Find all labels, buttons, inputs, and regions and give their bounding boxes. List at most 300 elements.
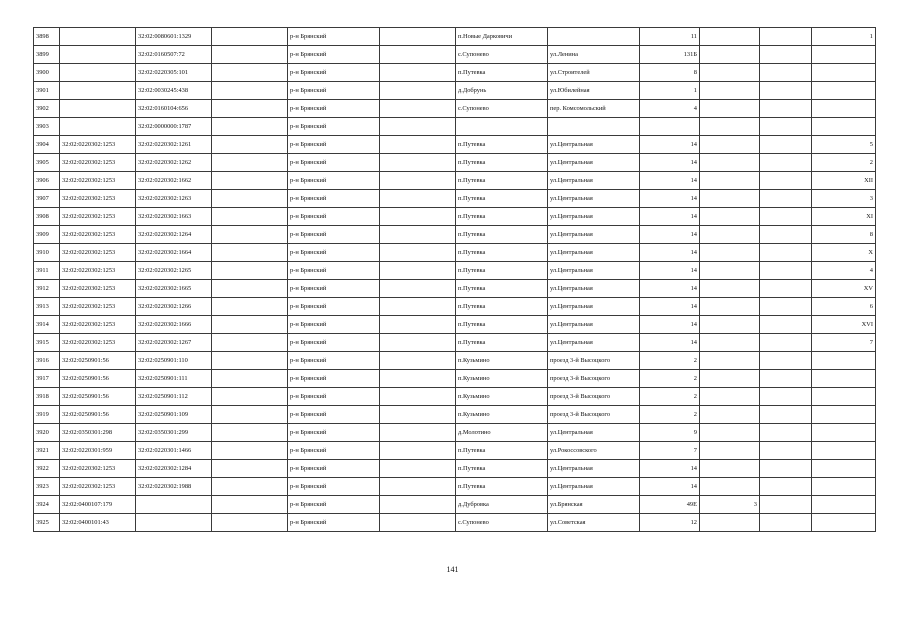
page-number: 141 <box>446 565 459 574</box>
locality-cell: п.Кузьмино <box>456 352 548 370</box>
district-cell: р-н Брянский <box>288 82 380 100</box>
district-cell: р-н Брянский <box>288 262 380 280</box>
house-number-cell: 49Е <box>640 496 700 514</box>
cadastral-number-cell: 32:02:0250901:110 <box>136 352 212 370</box>
locality-cell: п.Кузьмино <box>456 388 548 406</box>
room-number-cell <box>812 100 876 118</box>
row-number-cell: 3905 <box>34 154 60 172</box>
district-cell: р-н Брянский <box>288 352 380 370</box>
parent-cadastral-number-cell: 32:02:0220302:1253 <box>60 190 136 208</box>
empty-cell <box>760 64 812 82</box>
house-number-cell: 14 <box>640 136 700 154</box>
empty-cell <box>760 208 812 226</box>
house-number-cell: 11 <box>640 28 700 46</box>
building-cell <box>700 280 760 298</box>
district-cell: р-н Брянский <box>288 514 380 532</box>
house-number-cell: 14 <box>640 208 700 226</box>
building-cell <box>700 370 760 388</box>
district-cell: р-н Брянский <box>288 406 380 424</box>
empty-cell <box>212 280 288 298</box>
table-row <box>34 496 876 514</box>
street-cell: ул.Советская <box>548 514 640 532</box>
parent-cadastral-number-cell: 32:02:0220302:1253 <box>60 334 136 352</box>
empty-cell <box>760 406 812 424</box>
house-number-cell: 14 <box>640 316 700 334</box>
empty-cell <box>760 46 812 64</box>
empty-cell <box>760 298 812 316</box>
empty-cell <box>212 172 288 190</box>
cadastral-number-cell: 32:02:0220302:1264 <box>136 226 212 244</box>
empty-cell <box>760 370 812 388</box>
room-number-cell <box>812 442 876 460</box>
room-number-cell: XI <box>812 208 876 226</box>
district-cell: р-н Брянский <box>288 136 380 154</box>
table-row <box>34 460 876 478</box>
table-row <box>34 280 876 298</box>
district-cell: р-н Брянский <box>288 280 380 298</box>
empty-cell <box>760 442 812 460</box>
empty-cell <box>380 118 456 136</box>
row-number-cell: 3909 <box>34 226 60 244</box>
building-cell <box>700 244 760 262</box>
empty-cell <box>380 280 456 298</box>
house-number-cell: 14 <box>640 172 700 190</box>
parent-cadastral-number-cell: 32:02:0250901:56 <box>60 388 136 406</box>
empty-cell <box>212 352 288 370</box>
locality-cell: п.Путевка <box>456 172 548 190</box>
table-row <box>34 82 876 100</box>
empty-cell <box>380 136 456 154</box>
building-cell <box>700 28 760 46</box>
parent-cadastral-number-cell: 32:02:0220302:1253 <box>60 226 136 244</box>
room-number-cell <box>812 478 876 496</box>
empty-cell <box>212 208 288 226</box>
street-cell: ул.Центральная <box>548 478 640 496</box>
parent-cadastral-number-cell: 32:02:0220302:1253 <box>60 460 136 478</box>
locality-cell: п.Путевка <box>456 262 548 280</box>
house-number-cell: 2 <box>640 352 700 370</box>
building-cell <box>700 190 760 208</box>
row-number-cell: 3916 <box>34 352 60 370</box>
room-number-cell <box>812 460 876 478</box>
table-row <box>34 316 876 334</box>
parent-cadastral-number-cell <box>60 46 136 64</box>
empty-cell <box>380 496 456 514</box>
parent-cadastral-number-cell <box>60 100 136 118</box>
street-cell: ул.Центральная <box>548 172 640 190</box>
locality-cell: п.Путевка <box>456 190 548 208</box>
parent-cadastral-number-cell: 32:02:0350301:298 <box>60 424 136 442</box>
district-cell: р-н Брянский <box>288 316 380 334</box>
room-number-cell <box>812 370 876 388</box>
row-number-cell: 3914 <box>34 316 60 334</box>
empty-cell <box>212 190 288 208</box>
table-row <box>34 370 876 388</box>
house-number-cell: 14 <box>640 478 700 496</box>
cadastral-number-cell: 32:02:0220302:1663 <box>136 208 212 226</box>
building-cell <box>700 478 760 496</box>
house-number-cell: 14 <box>640 280 700 298</box>
room-number-cell <box>812 64 876 82</box>
street-cell: ул.Центральная <box>548 334 640 352</box>
row-number-cell: 3925 <box>34 514 60 532</box>
room-number-cell <box>812 514 876 532</box>
parent-cadastral-number-cell: 32:02:0250901:56 <box>60 406 136 424</box>
empty-cell <box>212 262 288 280</box>
table-row <box>34 64 876 82</box>
street-cell: проезд 3-й Высоцкого <box>548 352 640 370</box>
empty-cell <box>212 460 288 478</box>
empty-cell <box>212 478 288 496</box>
building-cell <box>700 406 760 424</box>
cadastral-number-cell <box>136 496 212 514</box>
row-number-cell: 3903 <box>34 118 60 136</box>
room-number-cell: 1 <box>812 28 876 46</box>
empty-cell <box>380 262 456 280</box>
cadastral-number-cell: 32:02:0000000:1787 <box>136 118 212 136</box>
empty-cell <box>212 154 288 172</box>
cadastral-number-cell: 32:02:0220302:1261 <box>136 136 212 154</box>
street-cell: пер. Комсомольский <box>548 100 640 118</box>
parent-cadastral-number-cell: 32:02:0250901:56 <box>60 370 136 388</box>
table-row <box>34 388 876 406</box>
district-cell: р-н Брянский <box>288 496 380 514</box>
cadastral-number-cell: 32:02:0220302:1665 <box>136 280 212 298</box>
empty-cell <box>212 82 288 100</box>
street-cell: ул.Строителей <box>548 64 640 82</box>
locality-cell: п.Путевка <box>456 478 548 496</box>
locality-cell: п.Путевка <box>456 226 548 244</box>
street-cell: ул.Центральная <box>548 154 640 172</box>
empty-cell <box>212 514 288 532</box>
building-cell <box>700 334 760 352</box>
row-number-cell: 3912 <box>34 280 60 298</box>
parent-cadastral-number-cell: 32:02:0220302:1253 <box>60 154 136 172</box>
cadastral-number-cell: 32:02:0220302:1662 <box>136 172 212 190</box>
district-cell: р-н Брянский <box>288 244 380 262</box>
table-row <box>34 226 876 244</box>
district-cell: р-н Брянский <box>288 460 380 478</box>
empty-cell <box>380 208 456 226</box>
cadastral-number-cell: 32:02:0220301:1466 <box>136 442 212 460</box>
district-cell: р-н Брянский <box>288 28 380 46</box>
row-number-cell: 3902 <box>34 100 60 118</box>
empty-cell <box>380 190 456 208</box>
table-row <box>34 208 876 226</box>
room-number-cell: 5 <box>812 136 876 154</box>
empty-cell <box>760 154 812 172</box>
room-number-cell: 8 <box>812 226 876 244</box>
room-number-cell: X <box>812 244 876 262</box>
table-row <box>34 46 876 64</box>
building-cell <box>700 388 760 406</box>
locality-cell: п.Путевка <box>456 136 548 154</box>
locality-cell: п.Кузьмино <box>456 370 548 388</box>
house-number-cell: 14 <box>640 190 700 208</box>
district-cell: р-н Брянский <box>288 208 380 226</box>
empty-cell <box>760 262 812 280</box>
table-row <box>34 28 876 46</box>
district-cell: р-н Брянский <box>288 46 380 64</box>
house-number-cell: 2 <box>640 388 700 406</box>
parent-cadastral-number-cell: 32:02:0220302:1253 <box>60 208 136 226</box>
empty-cell <box>212 370 288 388</box>
building-cell <box>700 154 760 172</box>
empty-cell <box>380 172 456 190</box>
locality-cell: с.Супонево <box>456 514 548 532</box>
table-row <box>34 406 876 424</box>
street-cell: ул.Центральная <box>548 280 640 298</box>
row-number-cell: 3922 <box>34 460 60 478</box>
house-number-cell <box>640 118 700 136</box>
house-number-cell: 14 <box>640 154 700 172</box>
empty-cell <box>760 28 812 46</box>
district-cell: р-н Брянский <box>288 64 380 82</box>
row-number-cell: 3908 <box>34 208 60 226</box>
room-number-cell <box>812 118 876 136</box>
cadastral-number-cell: 32:02:0220302:1266 <box>136 298 212 316</box>
empty-cell <box>380 298 456 316</box>
building-cell <box>700 316 760 334</box>
room-number-cell <box>812 406 876 424</box>
parent-cadastral-number-cell <box>60 28 136 46</box>
row-number-cell: 3906 <box>34 172 60 190</box>
street-cell <box>548 28 640 46</box>
empty-cell <box>380 514 456 532</box>
locality-cell: п.Путевка <box>456 64 548 82</box>
district-cell: р-н Брянский <box>288 334 380 352</box>
locality-cell: п.Путевка <box>456 244 548 262</box>
cadastral-number-cell: 32:02:0220302:1263 <box>136 190 212 208</box>
building-cell <box>700 298 760 316</box>
row-number-cell: 3901 <box>34 82 60 100</box>
cadastral-number-cell: 32:02:0220302:1666 <box>136 316 212 334</box>
district-cell: р-н Брянский <box>288 442 380 460</box>
locality-cell: п.Новые Дарковичи <box>456 28 548 46</box>
street-cell: ул.Центральная <box>548 424 640 442</box>
empty-cell <box>212 100 288 118</box>
row-number-cell: 3911 <box>34 262 60 280</box>
building-cell <box>700 64 760 82</box>
room-number-cell: XV <box>812 280 876 298</box>
house-number-cell: 12 <box>640 514 700 532</box>
building-cell: 3 <box>700 496 760 514</box>
empty-cell <box>760 226 812 244</box>
row-number-cell: 3918 <box>34 388 60 406</box>
cadastral-number-cell: 32:02:0220302:1664 <box>136 244 212 262</box>
table-row <box>34 244 876 262</box>
empty-cell <box>380 82 456 100</box>
empty-cell <box>760 244 812 262</box>
table-row <box>34 154 876 172</box>
street-cell: ул.Юбилейная <box>548 82 640 100</box>
district-cell: р-н Брянский <box>288 370 380 388</box>
house-number-cell: 14 <box>640 262 700 280</box>
cadastral-number-cell: 32:02:0250901:111 <box>136 370 212 388</box>
empty-cell <box>760 424 812 442</box>
empty-cell <box>760 460 812 478</box>
district-cell: р-н Брянский <box>288 388 380 406</box>
building-cell <box>700 424 760 442</box>
cadastral-number-cell: 32:02:0250901:112 <box>136 388 212 406</box>
locality-cell: с.Супонево <box>456 46 548 64</box>
row-number-cell: 3921 <box>34 442 60 460</box>
table-row <box>34 334 876 352</box>
empty-cell <box>212 334 288 352</box>
row-number-cell: 3915 <box>34 334 60 352</box>
building-cell <box>700 226 760 244</box>
room-number-cell <box>812 82 876 100</box>
row-number-cell: 3898 <box>34 28 60 46</box>
empty-cell <box>760 478 812 496</box>
cadastral-number-cell: 32:02:0220302:1267 <box>136 334 212 352</box>
cadastral-number-cell: 32:02:0220302:1265 <box>136 262 212 280</box>
empty-cell <box>760 280 812 298</box>
house-number-cell: 1 <box>640 82 700 100</box>
table-row <box>34 136 876 154</box>
house-number-cell: 9 <box>640 424 700 442</box>
empty-cell <box>380 370 456 388</box>
parent-cadastral-number-cell: 32:02:0220302:1253 <box>60 262 136 280</box>
locality-cell: п.Путевка <box>456 280 548 298</box>
parent-cadastral-number-cell <box>60 64 136 82</box>
table-row <box>34 514 876 532</box>
parent-cadastral-number-cell: 32:02:0220302:1253 <box>60 244 136 262</box>
empty-cell <box>760 100 812 118</box>
house-number-cell: 14 <box>640 244 700 262</box>
empty-cell <box>212 118 288 136</box>
empty-cell <box>212 442 288 460</box>
district-cell: р-н Брянский <box>288 118 380 136</box>
room-number-cell: 2 <box>812 154 876 172</box>
room-number-cell: 6 <box>812 298 876 316</box>
parent-cadastral-number-cell: 32:02:0220302:1253 <box>60 136 136 154</box>
empty-cell <box>380 460 456 478</box>
locality-cell: д.Дубровка <box>456 496 548 514</box>
house-number-cell: 4 <box>640 100 700 118</box>
table-row <box>34 424 876 442</box>
house-number-cell: 14 <box>640 298 700 316</box>
empty-cell <box>380 28 456 46</box>
district-cell: р-н Брянский <box>288 172 380 190</box>
cadastral-number-cell: 32:02:0030245:438 <box>136 82 212 100</box>
empty-cell <box>212 406 288 424</box>
room-number-cell: XII <box>812 172 876 190</box>
table-row <box>34 352 876 370</box>
locality-cell: д.Добрунь <box>456 82 548 100</box>
building-cell <box>700 514 760 532</box>
building-cell <box>700 262 760 280</box>
parent-cadastral-number-cell: 32:02:0400107:179 <box>60 496 136 514</box>
empty-cell <box>380 478 456 496</box>
empty-cell <box>760 352 812 370</box>
street-cell: ул.Центральная <box>548 298 640 316</box>
cadastral-number-cell: 32:02:0220302:1988 <box>136 478 212 496</box>
locality-cell: п.Путевка <box>456 208 548 226</box>
street-cell: ул.Центральная <box>548 226 640 244</box>
empty-cell <box>760 82 812 100</box>
parent-cadastral-number-cell <box>60 82 136 100</box>
locality-cell: п.Путевка <box>456 298 548 316</box>
house-number-cell: 14 <box>640 460 700 478</box>
empty-cell <box>380 100 456 118</box>
empty-cell <box>380 352 456 370</box>
cadastral-number-cell: 32:02:0220302:1284 <box>136 460 212 478</box>
building-cell <box>700 100 760 118</box>
table-row <box>34 118 876 136</box>
empty-cell <box>212 64 288 82</box>
empty-cell <box>760 316 812 334</box>
district-cell: р-н Брянский <box>288 100 380 118</box>
row-number-cell: 3920 <box>34 424 60 442</box>
room-number-cell <box>812 496 876 514</box>
locality-cell: д.Молотино <box>456 424 548 442</box>
district-cell: р-н Брянский <box>288 154 380 172</box>
parent-cadastral-number-cell: 32:02:0220302:1253 <box>60 316 136 334</box>
locality-cell <box>456 118 548 136</box>
row-number-cell: 3907 <box>34 190 60 208</box>
parent-cadastral-number-cell: 32:02:0220301:959 <box>60 442 136 460</box>
locality-cell: п.Путевка <box>456 334 548 352</box>
row-number-cell: 3904 <box>34 136 60 154</box>
empty-cell <box>760 388 812 406</box>
street-cell: ул.Центральная <box>548 208 640 226</box>
cadastral-number-cell: 32:02:0220305:101 <box>136 64 212 82</box>
locality-cell: п.Путевка <box>456 460 548 478</box>
row-number-cell: 3919 <box>34 406 60 424</box>
building-cell <box>700 208 760 226</box>
table-row <box>34 172 876 190</box>
building-cell <box>700 352 760 370</box>
row-number-cell: 3900 <box>34 64 60 82</box>
street-cell: ул.Центральная <box>548 244 640 262</box>
empty-cell <box>212 136 288 154</box>
table-row <box>34 100 876 118</box>
table-row <box>34 442 876 460</box>
building-cell <box>700 82 760 100</box>
street-cell: ул.Ленина <box>548 46 640 64</box>
house-number-cell: 2 <box>640 406 700 424</box>
building-cell <box>700 460 760 478</box>
district-cell: р-н Брянский <box>288 478 380 496</box>
cadastral-number-cell: 32:02:0350301:299 <box>136 424 212 442</box>
row-number-cell: 3913 <box>34 298 60 316</box>
house-number-cell: 2 <box>640 370 700 388</box>
cadastral-number-cell: 32:02:0080601:1329 <box>136 28 212 46</box>
empty-cell <box>212 316 288 334</box>
street-cell: ул.Брянская <box>548 496 640 514</box>
street-cell: проезд 3-й Высоцкого <box>548 388 640 406</box>
street-cell: ул.Рокоссовского <box>548 442 640 460</box>
room-number-cell: 3 <box>812 190 876 208</box>
house-number-cell: 14 <box>640 226 700 244</box>
street-cell: ул.Центральная <box>548 262 640 280</box>
district-cell: р-н Брянский <box>288 190 380 208</box>
room-number-cell: XVI <box>812 316 876 334</box>
cadastral-number-cell: 32:02:0160104:656 <box>136 100 212 118</box>
empty-cell <box>212 244 288 262</box>
building-cell <box>700 46 760 64</box>
empty-cell <box>212 298 288 316</box>
building-cell <box>700 172 760 190</box>
table-row <box>34 190 876 208</box>
building-cell <box>700 442 760 460</box>
house-number-cell: 7 <box>640 442 700 460</box>
empty-cell <box>760 118 812 136</box>
empty-cell <box>380 46 456 64</box>
empty-cell <box>760 172 812 190</box>
street-cell <box>548 118 640 136</box>
